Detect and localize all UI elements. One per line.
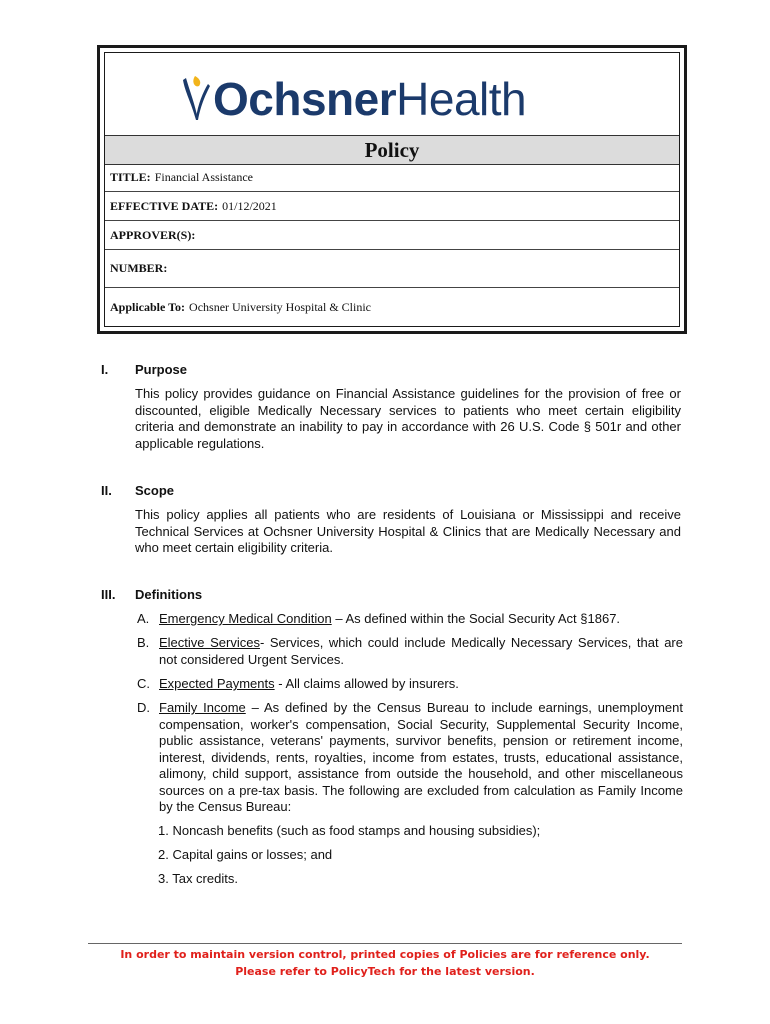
section-3-number: III.: [101, 587, 116, 602]
exclusion-item-2: 2. Capital gains or losses; and: [158, 847, 333, 862]
field-title-value: Financial Assistance: [154, 169, 254, 184]
field-effective-date: [105, 192, 679, 221]
section-1-number: I.: [101, 362, 109, 377]
definition-c-text: - All claims allowed by insurers.: [274, 676, 459, 691]
definition-c-term: Expected Payments: [159, 676, 275, 691]
policy-banner: [105, 135, 679, 165]
field-applicable-to-value: Ochsner University Hospital & Clinic: [189, 299, 372, 314]
section-2-text: This policy applies all patients who are residents of Louisiana or Mississippi and receive Technical Services at Ochsner University Hospital & Clinics that are Medically Necessary and who meet certain eligibility criteria.: [135, 507, 681, 555]
definition-b-letter: B.: [137, 635, 150, 650]
ochsner-logo-text: [213, 73, 527, 125]
field-approvers-label: APPROVER(S):: [110, 227, 196, 242]
definition-d-letter: D.: [137, 700, 150, 715]
definition-d-term: Family Income: [159, 700, 246, 715]
logo-area: [105, 53, 679, 137]
definition-b-text: - Services, which could include Medically Necessary Services, that are not considered Urgent Services.: [159, 635, 683, 667]
section-2-title: Scope: [135, 483, 175, 498]
definition-a-letter: A.: [137, 611, 150, 626]
field-effective-date-value: 01/12/2021: [222, 198, 277, 213]
field-number-label: NUMBER:: [110, 261, 168, 275]
footer-line-2: Please refer to PolicyTech for the latest version.: [235, 965, 535, 978]
exclusion-item-1: 1. Noncash benefits (such as food stamps and housing subsidies);: [158, 823, 541, 838]
definition-a-term: Emergency Medical Condition: [159, 611, 332, 626]
definition-c-letter: C.: [137, 676, 150, 691]
field-number: [105, 250, 679, 288]
section-3-title: Definitions: [135, 587, 203, 602]
field-title-label: TITLE:: [110, 169, 151, 184]
field-applicable-to-label: Applicable To:: [110, 299, 186, 314]
definition-d-text: – As defined by the Census Bureau to include earnings, unemployment compensation, worker's compensation, Social Security, Supplemental Security Income, public assistance, veterans' payments, survivor benefits, pension or retirement income, interest, dividends, rents, royalties, income from estates, trusts, educational assistance, alimony, child support, assistance from outside the household, and other miscellaneous sources on a pre-tax basis. The following are excluded from calculation as Family Income by the Census Bureau:: [159, 700, 683, 814]
footer-line-1: In order to maintain version control, printed copies of Policies are for reference only.: [120, 948, 650, 961]
definition-c: [137, 676, 683, 693]
definition-a-text: – As defined within the Social Security Act §1867.: [331, 611, 621, 626]
definition-b: [137, 635, 683, 668]
policy-header-inner: [104, 52, 680, 327]
definition-a: [137, 611, 683, 628]
footer-divider: [88, 943, 682, 944]
logo-bold: Ochsner: [213, 73, 397, 125]
field-effective-date-label: EFFECTIVE DATE:: [110, 198, 219, 213]
field-title: [105, 163, 679, 192]
ochsner-logo: [181, 71, 526, 127]
policy-banner-text: Policy: [364, 137, 420, 162]
definition-d: [137, 700, 683, 816]
exclusion-item-3: 3. Tax credits.: [158, 871, 238, 886]
field-approvers: [105, 221, 679, 250]
ochsner-logo-mark-icon: [181, 74, 211, 124]
logo-light: Health: [396, 73, 527, 125]
policy-header-box: [97, 45, 687, 334]
definition-b-term: Elective Services: [159, 635, 260, 650]
section-1-title: Purpose: [135, 362, 188, 377]
field-applicable-to: [105, 288, 679, 326]
section-2-number: II.: [101, 483, 112, 498]
section-1-text: This policy provides guidance on Financial Assistance guidelines for the provision of free or discounted, eligible Medically Necessary services to patients who meet certain eligibility criteria and demonstrate an inability to pay in accordance with 26 U.S. Code § 501r and other applicable regulations.: [135, 386, 681, 451]
